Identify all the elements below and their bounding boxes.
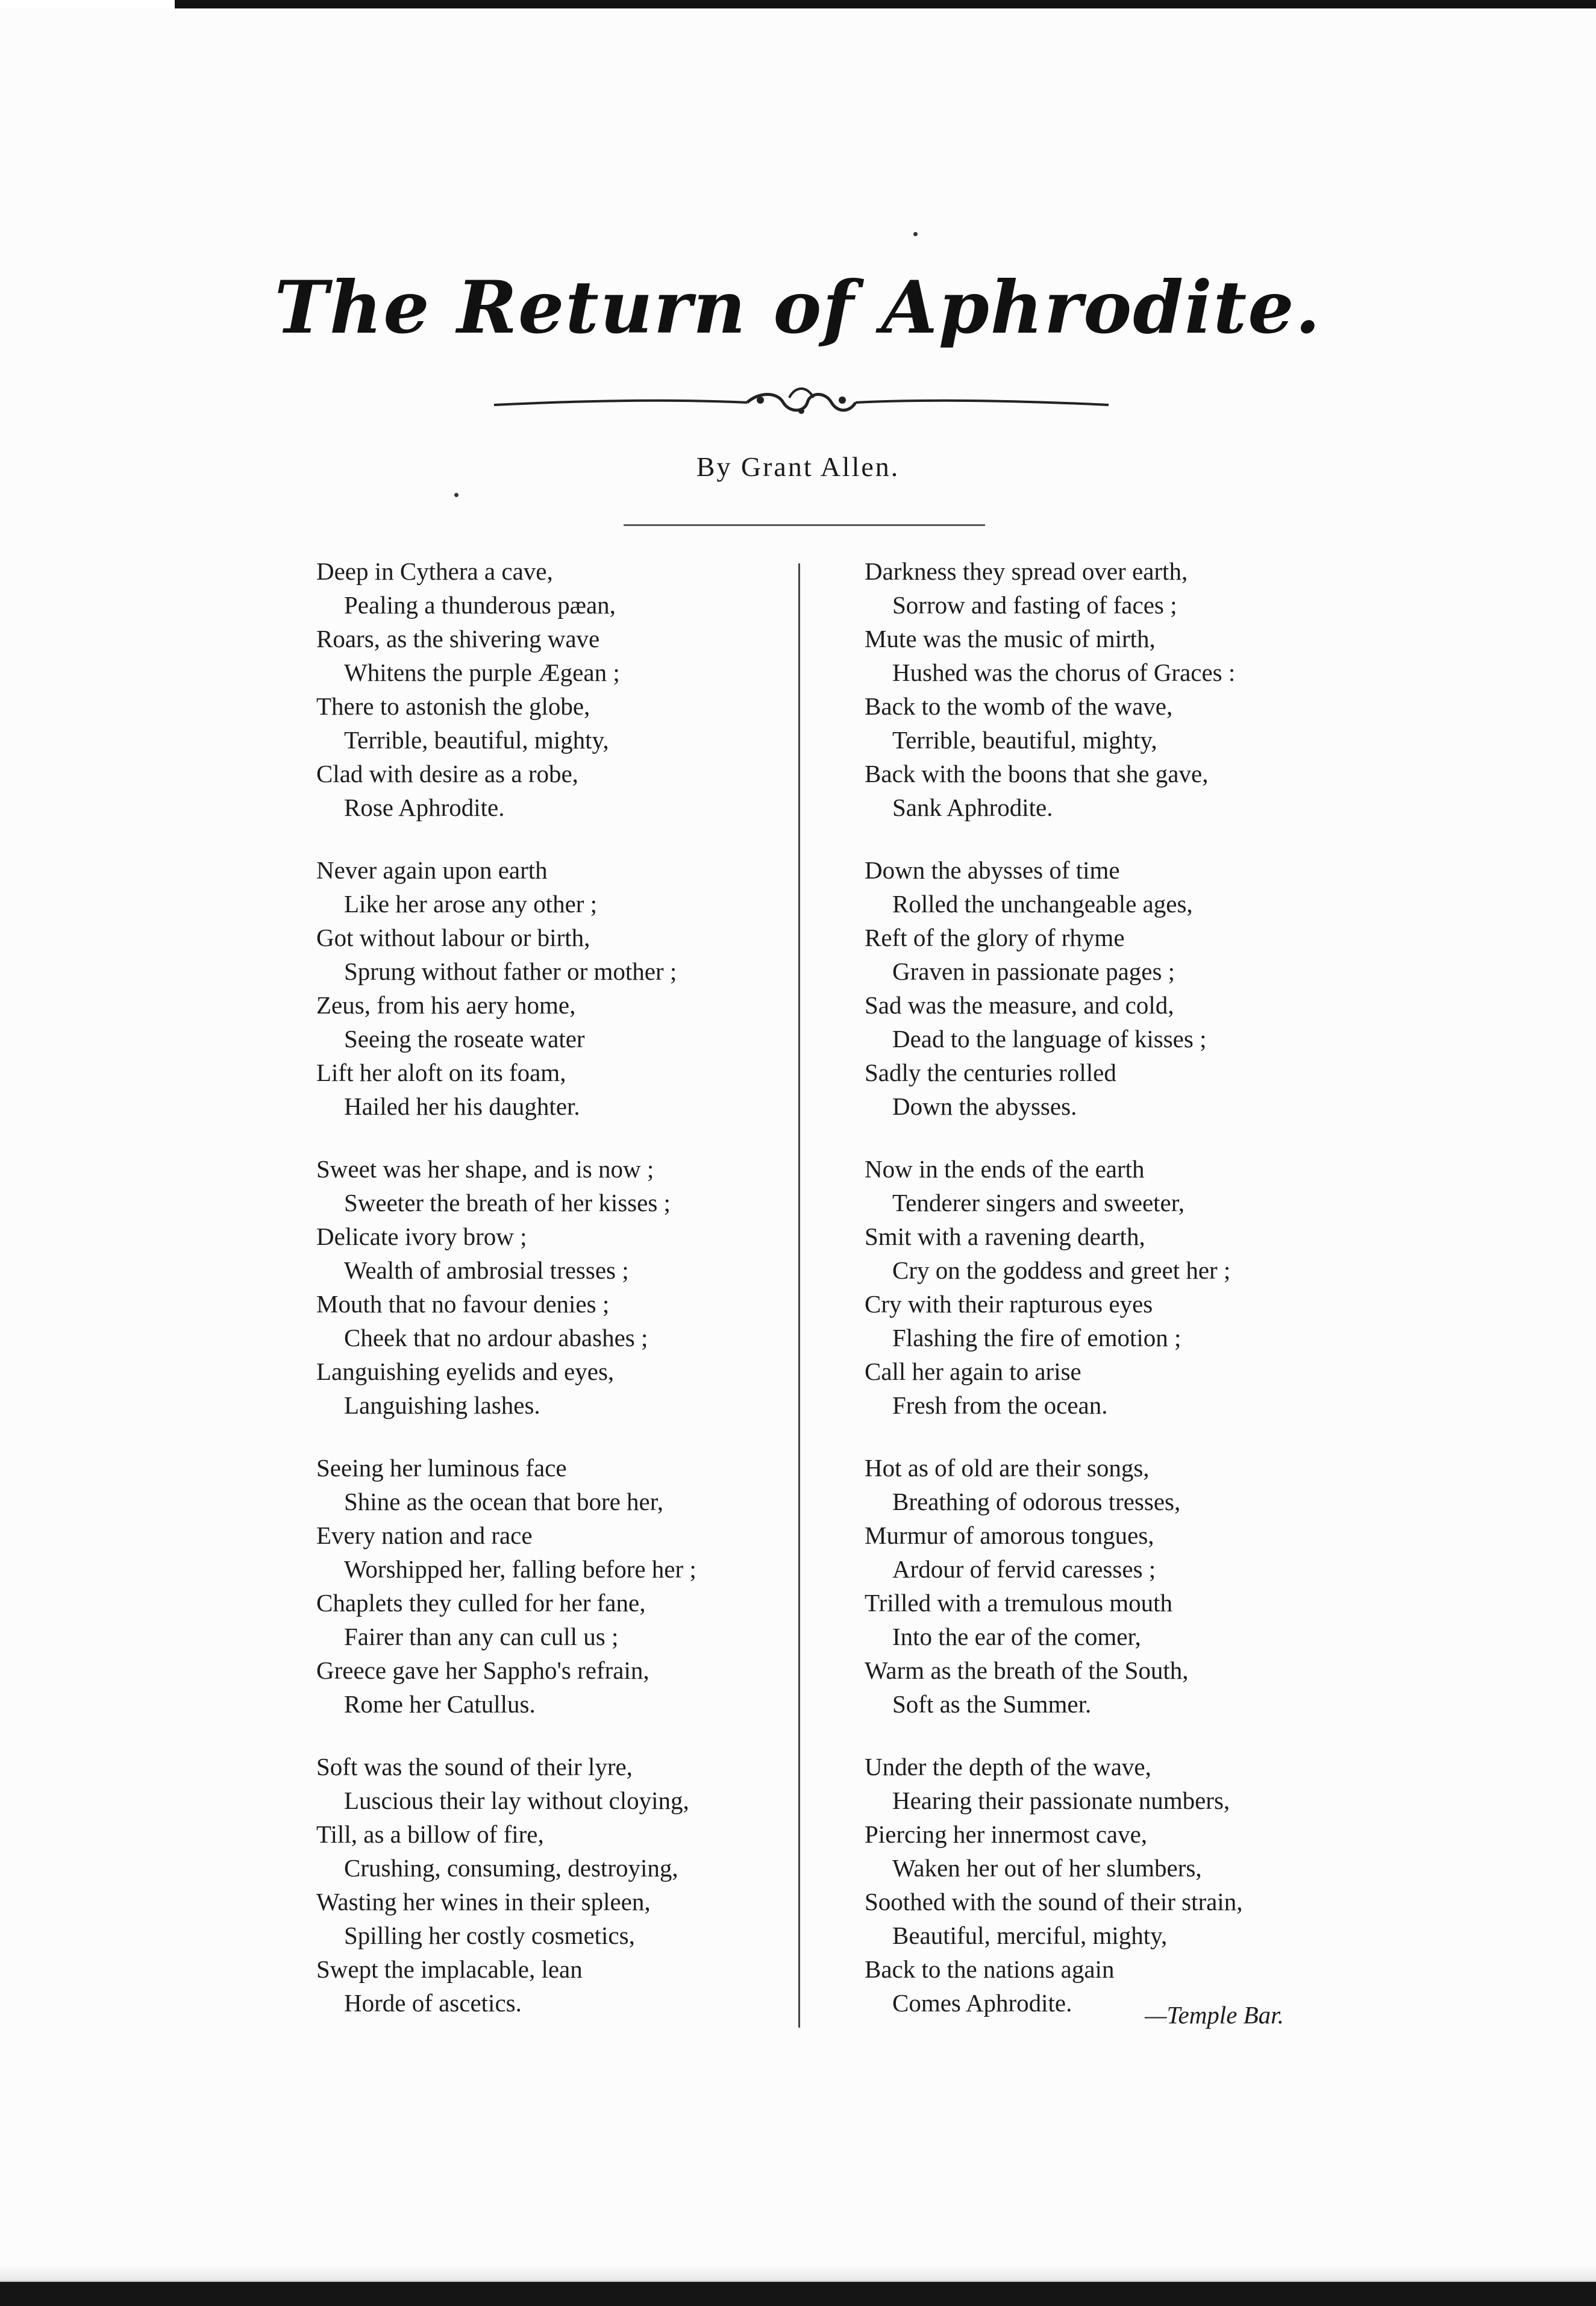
poem-line: Graven in passionate pages ;: [892, 957, 1175, 985]
poem-line: Soft was the sound of their lyre,: [316, 1753, 633, 1781]
poem-title: The Return of Aphrodite.: [274, 265, 1322, 350]
poem-line: Soft as the Summer.: [892, 1690, 1092, 1718]
poem-byline: By Grant Allen.: [696, 451, 900, 482]
poem-line: Zeus, from his aery home,: [316, 991, 576, 1019]
poem-line: Seeing her luminous face: [316, 1454, 567, 1482]
poem-line: Waken her out of her slumbers,: [892, 1854, 1202, 1882]
poem-line: Dead to the language of kisses ;: [892, 1025, 1207, 1053]
stanza: [865, 853, 1539, 1123]
poem-line: Back to the nations again: [865, 1955, 1115, 1983]
poem-line: Sadly the centuries rolled: [865, 1059, 1116, 1086]
poem-line: Down the abysses.: [892, 1092, 1077, 1120]
poem-line: Sweet was her shape, and is now ;: [316, 1155, 654, 1183]
poem-line: Hearing their passionate numbers,: [892, 1787, 1230, 1814]
poem-line: Lift her aloft on its foam,: [316, 1059, 566, 1086]
scan-edge-top-gap: [0, 0, 175, 8]
poem-line: Wealth of ambrosial tresses ;: [344, 1256, 629, 1284]
scan-edge-bottom: [0, 2282, 1596, 2306]
poem-line: Ardour of fervid caresses ;: [892, 1555, 1156, 1583]
poem-line: Chaplets they culled for her fane,: [316, 1589, 646, 1617]
poem-line: Clad with desire as a robe,: [316, 760, 578, 788]
poem-line: There to astonish the globe,: [316, 692, 590, 720]
poem-line: Rolled the unchangeable ages,: [892, 890, 1193, 918]
poem-line: Murmur of amorous tongues,: [865, 1521, 1154, 1549]
poem-line: Got without labour or birth,: [316, 924, 590, 951]
poem-line: Fresh from the ocean.: [892, 1391, 1108, 1419]
poem-line: Hushed was the chorus of Graces :: [892, 659, 1236, 686]
scan-edge-top: [0, 0, 1596, 8]
poem-line: Smit with a ravening dearth,: [865, 1223, 1145, 1250]
right-column: [865, 554, 1539, 2049]
byline-rule: [624, 524, 985, 526]
stanza: [865, 554, 1539, 824]
poem-line: Terrible, beautiful, mighty,: [892, 726, 1157, 754]
poem-line: Under the depth of the wave,: [865, 1753, 1151, 1781]
poem-line: Like her arose any other ;: [344, 890, 598, 918]
poem-line: Cry on the goddess and greet her ;: [892, 1256, 1231, 1284]
stanza: [865, 1750, 1539, 2020]
scan-speck: [913, 232, 918, 236]
poem-line: Greece gave her Sappho's refrain,: [316, 1656, 649, 1684]
poem-line: Seeing the roseate water: [344, 1025, 585, 1053]
poem-line: Wasting her wines in their spleen,: [316, 1888, 651, 1916]
column-divider: [798, 563, 800, 2028]
poem-line: Never again upon earth: [316, 856, 548, 884]
poem-line: Till, as a billow of fire,: [316, 1820, 544, 1848]
poem-line: Rose Aphrodite.: [344, 794, 505, 821]
poem-line: Rome her Catullus.: [344, 1690, 536, 1718]
poem-line: Fairer than any can cull us ;: [344, 1623, 619, 1650]
poem-line: Hot as of old are their songs,: [865, 1454, 1150, 1482]
poem-line: Cheek that no ardour abashes ;: [344, 1324, 648, 1352]
poem-line: Down the abysses of time: [865, 856, 1120, 884]
poem-line: Mouth that no favour denies ;: [316, 1290, 610, 1318]
poem-line: Piercing her innermost cave,: [865, 1820, 1148, 1848]
poem-line: Sad was the measure, and cold,: [865, 991, 1174, 1019]
poem-line: Luscious their lay without cloying,: [344, 1787, 689, 1814]
source-credit: —Temple Bar.: [1145, 2001, 1284, 2029]
poem-line: Into the ear of the comer,: [892, 1623, 1141, 1650]
poem-line: Pealing a thunderous pæan,: [344, 591, 616, 619]
poem-line: Back with the boons that she gave,: [865, 760, 1209, 788]
poem-line: Languishing eyelids and eyes,: [316, 1358, 615, 1385]
poem-line: Warm as the breath of the South,: [865, 1656, 1189, 1684]
poem-line: Crushing, consuming, destroying,: [344, 1854, 678, 1882]
poem-line: Spilling her costly cosmetics,: [344, 1922, 635, 1949]
poem-line: Comes Aphrodite.: [892, 1989, 1072, 2017]
poem-line: Languishing lashes.: [344, 1391, 540, 1419]
poem-line: Whitens the purple Ægean ;: [344, 659, 620, 686]
ornament-divider-icon: [488, 380, 1115, 422]
poem-line: Tenderer singers and sweeter,: [892, 1189, 1184, 1217]
poem-line: Darkness they spread over earth,: [865, 557, 1188, 585]
poem-line: Sank Aphrodite.: [892, 794, 1053, 821]
poem-line: Sweeter the breath of her kisses ;: [344, 1189, 671, 1217]
poem-line: Beautiful, merciful, mighty,: [892, 1922, 1168, 1949]
poem-line: Soothed with the sound of their strain,: [865, 1888, 1243, 1916]
poem-line: Roars, as the shivering wave: [316, 625, 600, 653]
poem-line: Back to the womb of the wave,: [865, 692, 1173, 720]
poem-line: Shine as the ocean that bore her,: [344, 1488, 664, 1515]
poem-line: Reft of the glory of rhyme: [865, 924, 1125, 951]
poem-line: Deep in Cythera a cave,: [316, 557, 553, 585]
poem-line: Cry with their rapturous eyes: [865, 1290, 1153, 1318]
poem-line: Flashing the fire of emotion ;: [892, 1324, 1181, 1352]
poem-line: Worshipped her, falling before her ;: [344, 1555, 696, 1583]
poem-line: Horde of ascetics.: [344, 1989, 522, 2017]
poem-line: Terrible, beautiful, mighty,: [344, 726, 609, 754]
poem-line: Mute was the music of mirth,: [865, 625, 1156, 653]
poem-line: Every nation and race: [316, 1521, 533, 1549]
poem-line: Delicate ivory brow ;: [316, 1223, 527, 1250]
poem-line: Trilled with a tremulous mouth: [865, 1589, 1172, 1617]
stanza: [865, 1152, 1539, 1422]
scan-speck: [454, 493, 458, 497]
poem-line: Now in the ends of the earth: [865, 1155, 1145, 1183]
poem-line: Hailed her his daughter.: [344, 1092, 580, 1120]
poem-line: Swept the implacable, lean: [316, 1955, 583, 1983]
poem-line: Sorrow and fasting of faces ;: [892, 591, 1177, 619]
stanza: [865, 1451, 1539, 1721]
poem-line: Call her again to arise: [865, 1358, 1081, 1385]
poem-line: Sprung without father or mother ;: [344, 957, 677, 985]
poem-line: Breathing of odorous tresses,: [892, 1488, 1181, 1515]
